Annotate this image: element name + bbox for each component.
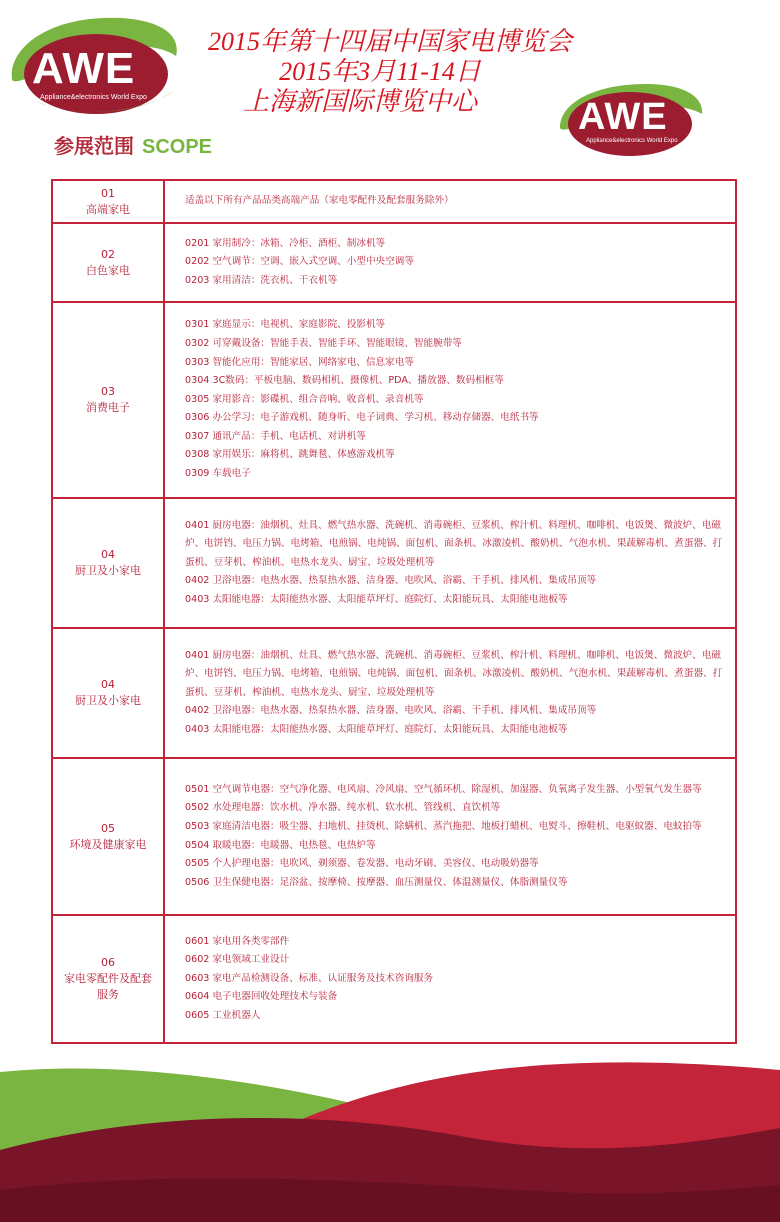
- list-item: 0403 太阳能电器：太阳能热水器、太阳能草坪灯、庭院灯、太阳能玩具、太阳能电池板等: [185, 723, 568, 735]
- logo-left-main: AWE: [32, 44, 136, 93]
- category-cell: [52, 628, 164, 758]
- category-cell: [52, 223, 164, 302]
- category-name: 环境及健康家电: [69, 837, 147, 851]
- list-item: 适盖以下所有产品品类高端产品（家电零配件及配套服务除外）: [185, 195, 454, 207]
- expo-date: 2015年3月11-14日: [279, 57, 481, 86]
- category-number: 06: [101, 956, 115, 969]
- list-item: 0202 空气调节：空调、嵌入式空调、小型中央空调等: [185, 256, 414, 268]
- list-item: 0503 家庭清洁电器：吸尘器、扫地机、挂烫机、除螨机、蒸汽拖把、地板打蜡机、电熨斗、擦鞋机、电驱蚊器、电蚊拍等: [185, 820, 702, 832]
- items-cell: [164, 302, 736, 498]
- list-item: 0501 空气调节电器：空气净化器、电风扇、冷风扇、空气循环机、除湿机、加湿器、负氧离子发生器、小型氧气发生器等: [185, 783, 702, 795]
- list-item: 0308 家用娱乐：麻将机、跳舞毯、体感游戏机等: [185, 449, 395, 461]
- category-name: 白色家电: [86, 263, 130, 277]
- category-cell: [52, 758, 164, 915]
- scope-table: [51, 179, 737, 1044]
- category-name: 厨卫及小家电: [75, 694, 141, 707]
- table-row: [52, 302, 736, 498]
- list-item: 0304 3C数码：平板电脑、数码相机、摄像机、PDA、播放器、数码相框等: [185, 375, 504, 387]
- category-cell: [52, 498, 164, 628]
- category-number: 02: [101, 247, 115, 261]
- list-item: 0604 电子电器回收处理技术与装备: [185, 991, 338, 1003]
- category-cell: [52, 180, 164, 223]
- list-item: 0309 车载电子: [185, 468, 251, 480]
- list-item: 0601 家电用各类零部件: [185, 935, 290, 947]
- category-number: 01: [101, 186, 115, 200]
- scope-title-en: SCOPE: [142, 136, 213, 158]
- logo-right-sub: Appliance&electronics World Expo: [586, 138, 678, 144]
- category-number: 03: [101, 385, 115, 398]
- scope-title-cn: 参展范围: [54, 134, 134, 158]
- category-number: 04: [101, 548, 115, 561]
- table-row: [52, 180, 736, 223]
- list-item: 0203 家用清洁：洗衣机、干衣机等: [185, 274, 338, 286]
- list-item: 0506 卫生保健电器：足浴盆、按摩椅、按摩器、血压测量仪、体温测量仪、体脂测量仪等: [185, 876, 568, 888]
- list-item: 0403 太阳能电器：太阳能热水器、太阳能草坪灯、庭院灯、太阳能玩具、太阳能电池板等: [185, 593, 568, 605]
- items-cell: [164, 628, 736, 758]
- category-name: 消费电子: [86, 401, 130, 414]
- category-cell: [52, 302, 164, 498]
- expo-venue: 上海新国际博览中心: [242, 87, 477, 116]
- expo-title: 2015年第十四届中国家电博览会: [207, 27, 572, 56]
- decorative-wave-background: [0, 1040, 780, 1222]
- items-cell: [164, 498, 736, 628]
- table-row: [52, 628, 736, 758]
- list-item: 0502 水处理电器：饮水机、净水器、纯水机、软水机、管线机、直饮机等: [185, 802, 501, 814]
- items-cell: [164, 223, 736, 302]
- logo-right-main: AWE: [578, 96, 668, 138]
- list-item: 0303 智能化应用：智能家居、网络家电、信息家电等: [185, 356, 414, 368]
- list-item: 0504 取暖电器：电暖器、电热毯、电热炉等: [185, 839, 376, 851]
- category-cell: [52, 915, 164, 1043]
- category-name: 高端家电: [86, 202, 130, 216]
- list-item: 0302 可穿戴设备：智能手表、智能手环、智能眼镜、智能腕带等: [185, 337, 462, 349]
- list-item: 0201 家用制冷：冰箱、冷柜、酒柜、制冰机等: [185, 237, 386, 249]
- list-item: 0305 家用影音：影碟机、组合音响、收音机、录音机等: [185, 393, 424, 405]
- items-cell: [164, 758, 736, 915]
- list-item: 0402 卫浴电器：电热水器、热泵热水器、洁身器、电吹风、浴霸、干手机、排风机、集成吊顶等: [185, 705, 597, 717]
- list-item: 0602 家电领域工业设计: [185, 954, 290, 966]
- list-item: 0306 办公学习：电子游戏机、随身听、电子词典、学习机、移动存储器、电纸书等: [185, 412, 539, 424]
- list-item: 0301 家庭显示：电视机、家庭影院、投影机等: [185, 319, 386, 331]
- list-item: 0505 个人护理电器：电吹风、剃须器、卷发器、电动牙刷、美容仪、电动吸奶器等: [185, 858, 539, 870]
- list-item: 0402 卫浴电器：电热水器、热泵热水器、洁身器、电吹风、浴霸、干手机、排风机、集成吊顶等: [185, 575, 597, 587]
- table-row: [52, 758, 736, 915]
- logo-left-sub: Appliance&electronics World Expo: [40, 94, 147, 101]
- list-item: 0603 家电产品检测设备、标准、认证服务及技术咨询服务: [185, 972, 434, 984]
- table-row: [52, 498, 736, 628]
- list-item: 0307 通讯产品：手机、电话机、对讲机等: [185, 430, 366, 442]
- category-name: 家电零配件及配套服务: [64, 972, 152, 1001]
- scope-heading: [54, 130, 212, 159]
- list-item: 0605 工业机器人: [185, 1009, 261, 1021]
- table-row: [52, 223, 736, 302]
- items-cell: [164, 180, 736, 223]
- category-name: 厨卫及小家电: [75, 564, 141, 577]
- category-number: 04: [101, 678, 115, 691]
- list-item: 0401 厨房电器：油烟机、灶具、燃气热水器、洗碗机、消毒碗柜、豆浆机、榨汁机、料理机、咖啡机、电饭煲、微波炉、电磁炉、电饼铛、电压力锅、电烤箱、电煎锅、电炖锅、面包机、面条机、冰激凌机、酸奶机、气泡水机、果蔬解毒机、煮蛋器、打蛋机、豆芽机、榨油机、电热水龙头、厨宝、垃圾处理机等: [185, 519, 723, 568]
- list-item: 0401 厨房电器：油烟机、灶具、燃气热水器、洗碗机、消毒碗柜、豆浆机、榨汁机、料理机、咖啡机、电饭煲、微波炉、电磁炉、电饼铛、电压力锅、电烤箱、电煎锅、电炖锅、面包机、面条机、冰激凌机、酸奶机、气泡水机、果蔬解毒机、煮蛋器、打蛋机、豆芽机、榨油机、电热水龙头、厨宝、垃圾处理机等: [185, 649, 723, 698]
- items-cell: [164, 915, 736, 1043]
- table-row: [52, 915, 736, 1043]
- category-number: 05: [101, 821, 115, 835]
